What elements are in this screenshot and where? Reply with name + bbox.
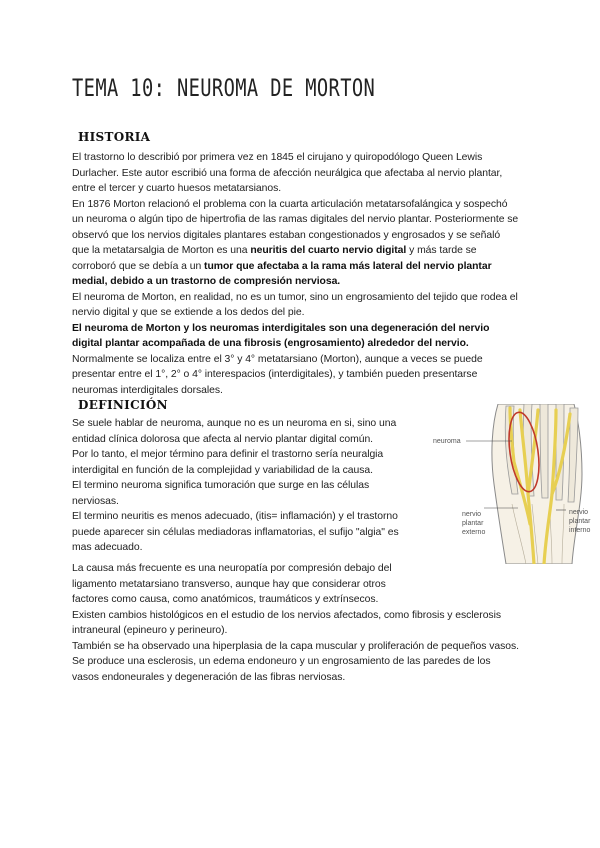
page-title: TEMA 10: NEUROMA DE MORTON — [72, 74, 376, 102]
definicion-body-continued — [72, 561, 520, 685]
definicion-paragraph: La causa más frecuente es una neuropatía por compresión debajo del ligamento metatarsiano transverso, aunque hay que considerar otros factores como causa, como anatómicos, traumáticos y extrínsecos. — [72, 563, 392, 605]
label-nervio-plantar-externo: nervio plantar externo — [462, 511, 486, 536]
foot-nerve-illustration — [432, 404, 592, 564]
bold-text-run: neuritis del cuarto nervio digital — [250, 245, 407, 256]
historia-paragraph-bold — [72, 321, 520, 352]
definicion-paragraph: Se produce una esclerosis, un edema endoneuro y un engrosamiento de las paredes de los vasos endoneurales y degeneración de las fibras nerviosas. — [72, 656, 491, 683]
bold-text-run: tumor que afectaba a la rama más lateral del nervio plantar medial, debido a un trastorno de compresión nerviosa. — [72, 260, 492, 287]
definicion-paragraph: Por lo tanto, el mejor término para definir el trastorno sería neuralgia interdigital en función de la complejidad y variabilidad de la causa. — [72, 449, 384, 476]
historia-paragraph: Normalmente se localiza entre el 3° y 4° metatarsiano (Morton), aunque a veces se puede presentar entre el 1°, 2° o 4° interespacios (interdigitales), y también pueden presentarse neuromas interdigitales dorsales. — [72, 353, 483, 396]
foot-sole-drawing — [432, 404, 592, 564]
label-neuroma: neuroma — [433, 438, 461, 445]
definicion-paragraph: El termino neuritis es menos adecuado, (itis= inflamación) y el trastorno puede aparecer sin células mediadoras inflamatorias, el sufijo "algia" es mas adecuado. — [72, 511, 399, 553]
definicion-paragraph: Existen cambios histológicos en el estudio de los nervios afectados, como fibrosis y esclerosis intraneural (epineuro y perineuro). — [72, 609, 501, 636]
historia-paragraph: El trastorno lo describió por primera vez en 1845 el cirujano y quiropodólogo Queen Lewis Durlacher. Este autor escribió una forma de afección neurálgica que afectaba al nervio plantar, entre el tercer y cuarto huesos metatarsianos. — [72, 152, 503, 194]
label-nervio-plantar-interno: nervio plantar interno — [569, 509, 591, 534]
section-heading-historia: HISTORIA — [78, 130, 151, 144]
definicion-paragraph: Se suele hablar de neuroma, aunque no es un neuroma en si, sino una entidad clínica dolorosa que afecta al nervio plantar digital común. — [72, 418, 397, 445]
definicion-body — [72, 416, 408, 556]
historia-body — [72, 150, 520, 398]
definicion-paragraph: El termino neuroma significa tumoración que surge en las células nerviosas. — [72, 480, 370, 507]
section-heading-definicion: DEFINICIÓN — [78, 398, 168, 412]
text-run: En 1876 Morton relacionó el problema con la cuarta articulación metatarsofalángica y sospechó un neuroma o algún tipo de hipertrofia de las ramas digitales del nervio plantar. Posteriormente se observó que los nervios digitales plantares estaban congestionados y engrosados y se señaló que la metatarsalgia de Morton es una — [72, 198, 519, 256]
historia-paragraph — [72, 197, 520, 290]
text-run: y más tarde se corroboró que se debía a un — [72, 245, 477, 272]
definicion-paragraph: También se ha observado una hiperplasia de la capa muscular y proliferación de pequeños vasos. — [72, 640, 519, 652]
historia-paragraph: El neuroma de Morton, en realidad, no es un tumor, sino un engrosamiento del tejido que rodea el nervio digital y que se extiende a los dedos del pie. — [72, 291, 518, 318]
bold-text-run: El neuroma de Morton y los neuromas interdigitales son una degeneración del nervio digital plantar acompañada de una fibrosis (engrosamiento) alrededor del nervio. — [72, 322, 490, 349]
